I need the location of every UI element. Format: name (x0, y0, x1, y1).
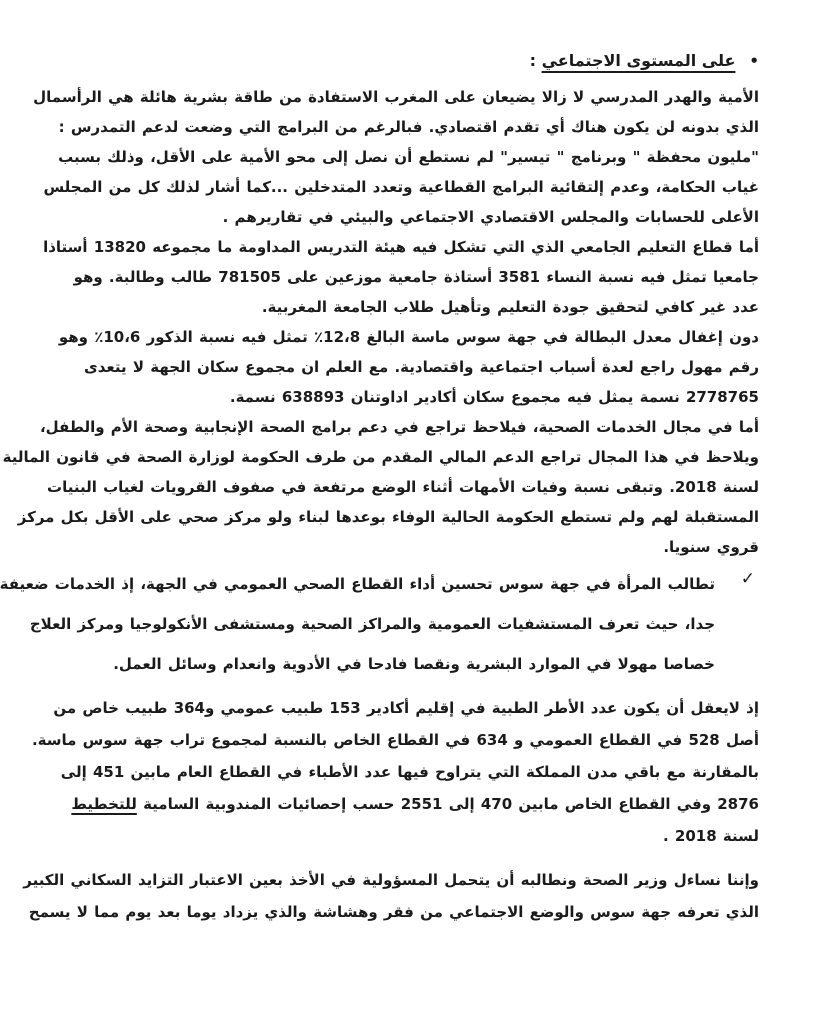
text-line: أما في مجال الخدمات الصحية، فيلاحظ تراجع في دعم برامج الصحة الإنجابية وصحة الأم والطفل، (39, 418, 759, 436)
text-line: تطالب المرأة في جهة سوس تحسين أداء القطاع الصحي العمومي في الجهة، إذ الخدمات ضعيفة (0, 575, 715, 593)
check-list-item (0, 564, 759, 684)
text-line: ويلاحظ في هذا المجال تراجع الدعم المالي المقدم من طرف الحكومة لوزارة الصحة في قانون المالية (2, 448, 759, 466)
text-line: 2778765 نسمة يمثل فيه مجموع سكان أكادير اداوتنان 638893 نسمة. (229, 388, 759, 406)
text-line: غياب الحكامة، وعدم إلتقائية البرامج القطاعية وتعدد المتدخلين ...كما أشار لذلك كل من المجلس (43, 178, 759, 196)
text-line: إذ لايعقل أن يكون عدد الأطر الطبية في إقليم أكادير 153 طبيب عمومي و364 طبيب خاص من (53, 699, 759, 717)
section-heading-text: على المستوى الاجتماعي (541, 51, 736, 70)
section-heading-colon: : (529, 51, 542, 70)
text-line: وإننا نساءل وزير الصحة ونطالبه أن يتحمل المسؤولية في الأخذ بعين الاعتبار التزايد السكاني الكبير (23, 871, 759, 889)
bullet-icon: • (749, 52, 759, 70)
section-heading (134, 46, 759, 76)
document-body (0, 82, 759, 928)
text-line: المستقبلة لهم ولم تستطع الحكومة الحالية الوفاء بوعدها لبناء ولو مركز صحي على الأقل بكل مركز (17, 508, 759, 526)
text-line: دون إغفال معدل البطالة في جهة سوس ماسة البالغ ⁦٪12،8⁩ تمثل فيه نسبة الذكور ⁦٪10،6⁩ وهو (58, 328, 759, 346)
checkmark-icon: ✓ (740, 569, 755, 589)
text-line: عدد غير كافي لتحقيق جودة التعليم وتأهيل طلاب الجامعة المغربية. (261, 298, 759, 316)
paragraph (33, 82, 759, 232)
text-line: 2876 وفي القطاع الخاص مابين 470 إلى 2551 حسب إحصائيات المندوبية السامية للتخطيط (71, 795, 759, 813)
text-line: أما قطاع التعليم الجامعي الذي التي تشكل فيه هيئة التدريس المداومة ما مجموعه 13820 أستاذا (43, 238, 759, 256)
text-line: الأمية والهدر المدرسي لا زالا يضيعان على المغرب الاستفادة من طاقة بشرية هائلة هي الرأسمال (33, 88, 759, 106)
paragraph (31, 692, 759, 852)
text-line: الذي بدونه لن يكون هناك أي تقدم اقتصادي. فبالرغم من البرامج التي وضعت لدعم التمدرس : (58, 118, 759, 136)
paragraph (23, 864, 759, 928)
text-line: بالمقارنة مع باقي مدن المملكة التي يتراوح فيها عدد الأطباء في القطاع العام مابين 451 إلى (60, 763, 759, 781)
text-line: قروي سنويا. (663, 538, 759, 556)
text-line: لسنة 2018. وتبقى نسبة وفيات الأمهات أثناء الوضع مرتفعة في صفوف القرويات لغياب البنيات (47, 478, 759, 496)
text-line: "مليون محفظة " وبرنامج " تيسير" لم نستطع أن نصل إلى محو الأمية على الأقل، وذلك بسبب (58, 148, 759, 166)
paragraph (43, 232, 759, 322)
text-line: الأعلى للحسابات والمجلس الاقتصادي الاجتماعي والبيئي في تقاريرهم . (222, 208, 759, 226)
text-line: أصل 528 في القطاع العمومي و 634 في القطاع الخاص بالنسبة لمجموع تراب جهة سوس ماسة. (31, 731, 759, 749)
text-line: لسنة 2018 . (662, 827, 759, 845)
text-line: الذي تعرفه جهة سوس والوضع الاجتماعي من فقر وهشاشة والذي يزداد يوما بعد يوم مما لا يسمح (28, 903, 759, 921)
text-line: خصاصا مهولا في الموارد البشرية ونقصا فادحا في الأدوية وانعدام وسائل العمل. (113, 655, 715, 673)
text-line: جامعيا تمثل فيه نسبة النساء 3581 أستاذة جامعية موزعين على 781505 طالب وطالبة. وهو (73, 268, 759, 286)
text-line: رقم مهول راجع لعدة أسباب اجتماعية واقتصادية. مع العلم ان مجموع سكان الجهة لا يتعدى (84, 358, 759, 376)
text-line: جدا، حيث تعرف المستشفيات العمومية والمراكز الصحية ومستشفى الأنكولوجيا ومركز العلاج (29, 615, 715, 633)
paragraph (58, 322, 759, 412)
paragraph (2, 412, 759, 562)
